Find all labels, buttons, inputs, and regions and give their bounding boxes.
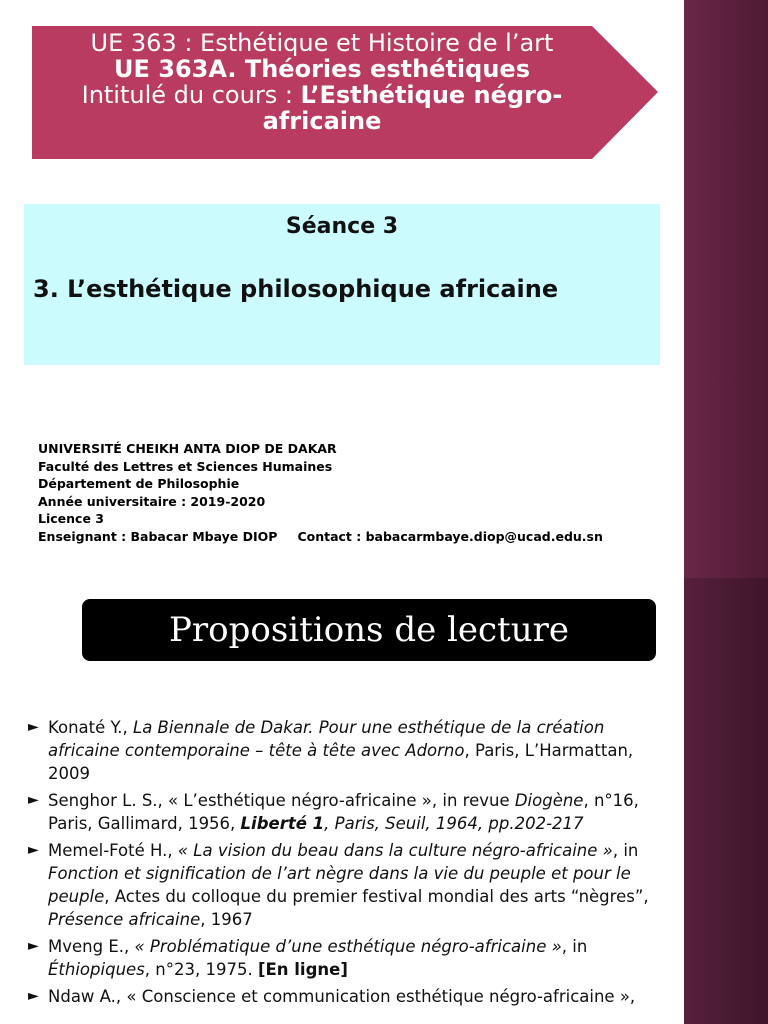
reference-item xyxy=(28,839,676,931)
seance-title: Séance 3 xyxy=(285,214,399,239)
faculty: Faculté des Lettres et Sciences Humaines xyxy=(38,458,333,474)
ref-title: La Biennale de Dakar. Pour une esthétique de la création africaine contemporaine – tête à tête avec Adorno xyxy=(48,718,605,760)
propositions-header: Propositions de lecture xyxy=(82,599,656,661)
reference-item xyxy=(28,935,676,981)
teacher: Enseignant : Babacar Mbaye DIOP xyxy=(38,528,278,544)
banner-line-2: UE 363A. Théories esthétiques xyxy=(114,55,530,83)
ref-title: « La vision du beau dans la culture négro-africaine » xyxy=(177,841,613,860)
ref-text: , Actes du colloque du premier festival mondial des arts “nègres”, xyxy=(104,887,649,906)
department: Département de Philosophie xyxy=(38,476,240,491)
references-list xyxy=(28,716,676,1012)
side-bar-bottom xyxy=(684,578,768,1024)
bullet-arrow-icon: ► xyxy=(28,719,39,735)
bullet-arrow-icon: ► xyxy=(28,792,39,808)
ref-online-link[interactable]: [En ligne] xyxy=(257,960,348,979)
contact: Contact : babacarmbaye.diop@ucad.edu.sn xyxy=(297,528,603,544)
ref-title: Présence africaine xyxy=(48,910,201,929)
ref-title: Fonction et signification de l’art nègre dans la vie du peuple et pour le peuple xyxy=(48,864,631,906)
ref-title: Diogène xyxy=(514,791,584,810)
banner-text xyxy=(32,30,612,134)
ref-text: , in xyxy=(612,841,639,860)
ref-text: , Paris, L’Harmattan, 2009 xyxy=(48,741,634,783)
ref-text: Senghor L. S., « L’esthétique négro-africaine », in revue xyxy=(48,791,515,810)
ref-text: Konaté Y., xyxy=(48,718,133,737)
university-name: UNIVERSITÉ CHEIKH ANTA DIOP DE DAKAR xyxy=(38,441,337,456)
ref-text: Mveng E., xyxy=(48,937,135,956)
ref-text: , in xyxy=(561,937,588,956)
ref-title: Éthiopiques xyxy=(48,960,145,979)
ref-text: Ndaw A., « Conscience et communication esthétique négro-africaine », xyxy=(48,987,636,1006)
ref-text: , n°23, 1975. xyxy=(144,960,258,979)
banner-line-4: africaine xyxy=(262,107,382,135)
bullet-arrow-icon: ► xyxy=(28,842,39,858)
university-info xyxy=(38,440,603,545)
bullet-arrow-icon: ► xyxy=(28,988,39,1004)
reference-item xyxy=(28,985,676,1008)
teacher-line xyxy=(38,528,603,546)
banner-line-1: UE 363 : Esthétique et Histoire de l’art xyxy=(90,29,554,57)
ref-title: Liberté 1 xyxy=(240,814,325,833)
course-banner xyxy=(32,26,658,159)
side-bar-top xyxy=(684,0,768,578)
bullet-arrow-icon: ► xyxy=(28,938,39,954)
seance-box xyxy=(24,204,660,365)
level: Licence 3 xyxy=(38,511,104,526)
academic-year: Année universitaire : 2019-2020 xyxy=(38,493,266,509)
ref-text: , n°16, Paris, Gallimard, 1956, xyxy=(48,791,639,833)
seance-subtitle: 3. L’esthétique philosophique africaine xyxy=(33,275,559,303)
reference-item xyxy=(28,716,676,785)
banner-line-3-prefix: Intitulé du cours : xyxy=(81,81,301,109)
ref-text: , Paris, Seuil, 1964, pp.202-217 xyxy=(324,814,584,833)
ref-title: « Problématique d’une esthétique négro-africaine » xyxy=(134,937,562,956)
banner-line-3-bold: L’Esthétique négro- xyxy=(300,81,563,109)
ref-text: , 1967 xyxy=(200,910,253,929)
reference-item xyxy=(28,789,676,835)
banner-line-3 xyxy=(32,82,612,108)
ref-text: Memel-Foté H., xyxy=(48,841,178,860)
